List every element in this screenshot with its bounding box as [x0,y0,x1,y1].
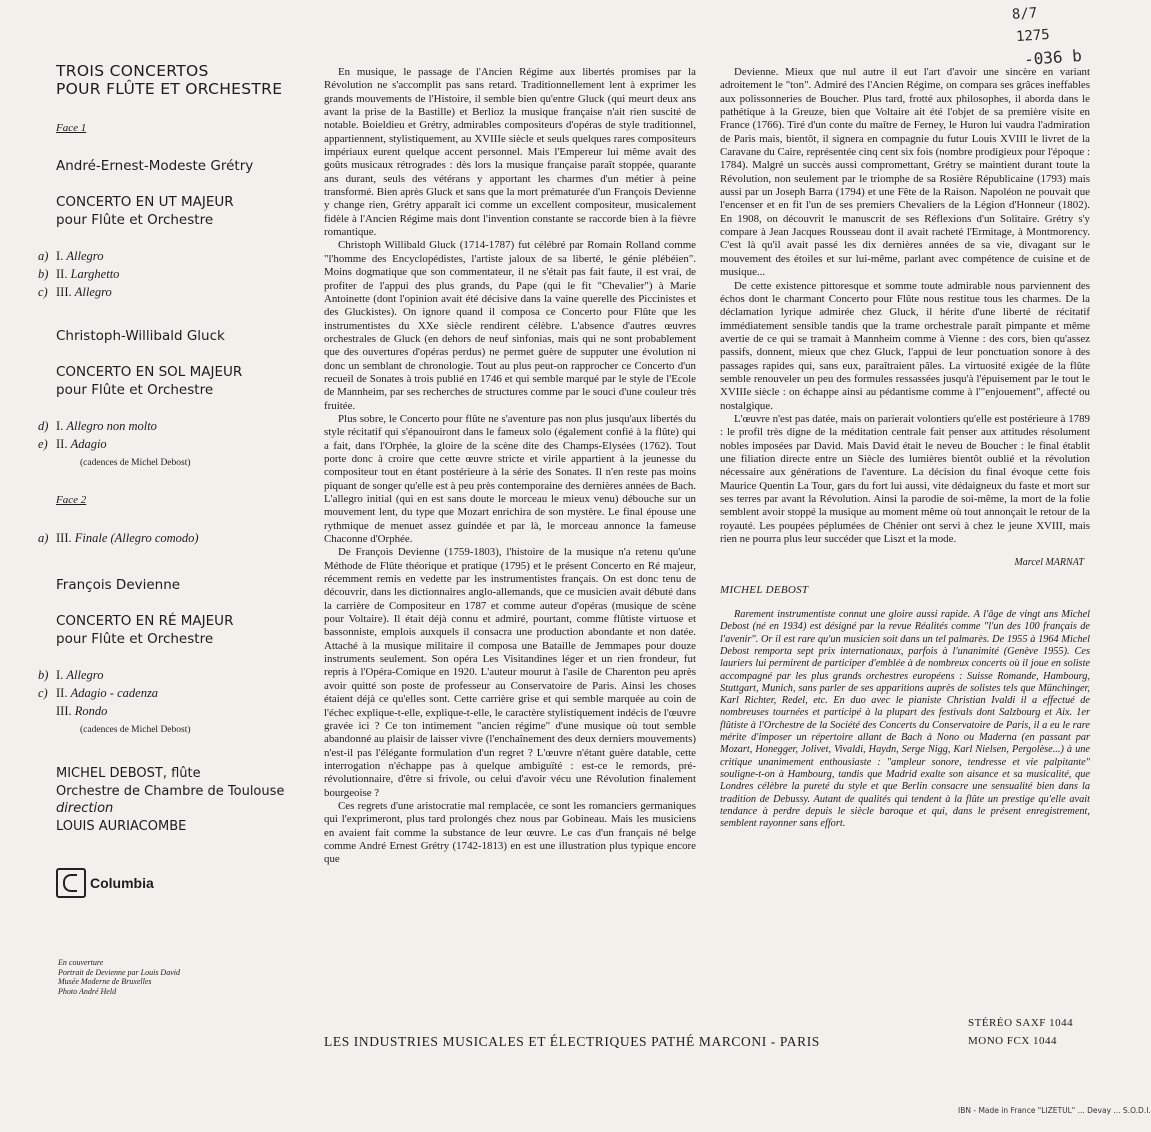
paragraph: L'œuvre n'est pas datée, mais on parierait volontiers qu'elle est postérieure à 1789 : le profil très digne de la méditation centrale fait penser aux attitudes résolument nobles imposées par David. Mais David était le neveu de Boucher : le final établit une filiation directe entre un Siècle des lumières bientôt oublié et la révolution nécessaire aux générations de l'aventure. La décision du final évoque cette fois Maurice Quentin La Tour, gars du fort lui aussi, vite dédaigneux du faste et mort sur ses terres par avant la Révolution. Ainsi la parodie de soi-même, la mort de la folie semblent avoir stoppé la musique au moment même où tout annonçait le retour de la royauté. Les poupées péplumées de Chénier ont servi à chez le jeune XVIII, mais rien ne pourra plus leur succéder que Liszt et la mode. [720,412,1090,546]
label-footer: LES INDUSTRIES MUSICALES ET ÉLECTRIQUES PATHÉ MARCONI - PARIS [324,1034,820,1049]
liner-notes-text [720,66,1090,830]
paragraph: Devienne. Mieux que nul autre il eut l'art d'avoir une sincère en variant adroitement le "ton". Admiré des l'Ancien Régime, on compara ses grâces ineffables aux polissonneries de Boucher. Plus tard, frotté aux philosophes, il aborda dans le pathétique à la Greuze, bien que Voltaire ait été l'objet de sa première visite en France (1766). Tiré d'un conte du maître de Ferney, le Huron lui vaudra l'admiration de Paris mais, bientôt, il signera en compagnie du futur Louis XVIII le livret de la Caravane du Caire, représentée cinq cent six fois (nombre prodigieux pour l'époque : 1784). Malgré un succès aussi compromettant, Grétry se maintient durant toute la Révolution, non seulement par le triomphe de sa Rosière Républicaine (1793) mais aussi par un Joseph Barra (1794) et une Fête de la Raison. Napoléon ne pouvait que l'encenser et en fit l'un de ses premiers Chevaliers de la Légion d'Honneur (1802). En 1908, on découvrit le manuscrit de ses Réflexions d'un Solitaire. Grétry s'y compare à Jean Jacques Rousseau dont il avait racheté l'Ermitage, à Montmorency. C'est là qu'il avait passé les dix dernières années de sa vie, divagant sur le mouvement des étoiles et sur lui-même, parlant avec compétence de cuisine et de musique... [720,66,1090,279]
handwritten-note-3: -036 b [1023,46,1083,69]
concerto-subtitle: pour Flûte et Orchestre [56,212,214,228]
concerto-subtitle: pour Flûte et Orchestre [56,631,214,647]
paragraph: En musique, le passage de l'Ancien Régime aux libertés promises par la Révolution ne s'accomplit pas sans retard. Traditionnellement lent à exprimer les grands mouvements de l'Histoire, il semble bien qu'entre Gluck (qui meurt deux ans avant la prise de la Bastille) et Berlioz la musique française n'ait rien suscité de notable. Boieldieu et Grétry, admirables compositeurs d'opéras de style traditionnel, appartiennent, stylistiquement, au XVIIIe siècle et seuls quelques rares compositeurs impériaux eurent quelque accent personnel. Mais l'Empereur lui même avait des goûts musicaux rétrogrades : dès lors la musique française paraît stoppée, quarante ans durant, seuls des vétérans y apportant les charmes d'un métier à peine transformé. Bien après Gluck et sans que la mort prématurée d'un François Devienne y change rien, Grétry apparaît ici comme un excellent compositeur, musicalement fidèle à l'Ancien Régime mais dont l'invention constante se raccorde bien à la fièvre romantique. [324,66,696,239]
cadence-note: (cadences de Michel Debost) [80,725,191,735]
concerto-title: CONCERTO EN RÉ MAJEUR [56,613,234,629]
concerto-ut-majeur [56,193,234,229]
stereo-catalog-number: STÉRÉO SAXF 1044 [968,1017,1074,1029]
concerto-subtitle: pour Flûte et Orchestre [56,382,214,398]
concerto-sol-majeur [56,363,242,399]
columbia-logo [56,868,154,898]
paragraph: Plus sobre, le Concerto pour flûte ne s'aventure pas non plus jusqu'aux libertés du style récitatif qui s'épanouiront dans le fameux solo (également confié à la flûte) qui a fait, dans l'Orphée, la gloire de la scène dite des Champs-Elysées (1762). Tout porte donc à croire que cette œuvre stricte et virile appartient à la jeunesse du compositeur tout en étant postérieure à la série des Sonates. Il n'en reste pas moins piquant de songer qu'elle est à peu près contemporaine des dernières années de Bach. L'allegro initial (qui en est sans doute le morceau le mieux venu) débouche sur un mouvement lent, du type que Mozart enrichira de son mystère. Le final épouse une rythmique de menuet assez guindée et par là, le morceau annonce la fameuse Chaconne d'Orphée. [324,412,696,546]
cadence-note: (cadences de Michel Debost) [80,458,191,468]
soloist-bio-heading: MICHEL DEBOST [720,583,809,596]
soloist: MICHEL DEBOST, flûte [56,766,201,781]
album-title [56,62,282,98]
title-line-1: TROIS CONCERTOS [56,62,209,80]
paragraph: De François Devienne (1759-1803), l'histoire de la musique n'a retenu qu'une Méthode de Flûte théorique et pratique (1795) et le présent Concerto en Ré majeur, récemment remis en vedette par les instrumentistes français. On est donc tenu de découvrir, dans les dictionnaires anglo-allemands, que ce musicien avait débuté dans la carrière de Compositeur en 1787 et comme auteur d'opéras (musique de scène pour Voltaire). Il était déjà connu et admiré, pourtant, comme flûtiste virtuose et bassonniste, emplois auxquels il consacra une production abondante et non datée. Attaché à la musique militaire il composa une Bataille de Jemmapes pour douze instruments seulement. Son opéra Les Visitandines léger et un rien frondeur, fut repris à l'Opéra-Comique en 1920. L'auteur mourut à l'asile de Charenton peu après avoir quitté son poste de professeur au Conservatoire de Paris. Ainsi les choses étaient déjà ce qu'elles sont. Cette carrière grise et qui semble marquée au coin de l'échec explique-t-elle, explique-t-elle, le caractère stylistiquement indécis de l'œuvre gravée ici ? Ce ton intimement "ancien régime" d'une musique où tout semble abandonné au plaisir de laisser vivre (l'enchaînement des deux derniers mouvements) n'est-il pas l'élégante formulation d'un regret ? L'œuvre n'étant guère datable, cette interrogation n'échappe pas à quelque ambiguïté : est-ce le remords, pré-révolutionnaire, d'être si frivole, ou celui d'avoir vécu une Révolution finalement bourgeoise ? [324,546,696,799]
mono-catalog-number: MONO FCX 1044 [968,1035,1058,1047]
conductor: LOUIS AURIACOMBE [56,818,187,834]
title-line-2: POUR FLÛTE ET ORCHESTRE [56,80,283,98]
concerto-re-majeur [56,612,233,648]
columbia-logo-icon [56,868,86,898]
face-2-label: Face 2 [56,494,87,506]
paragraph: De cette existence pittoresque et somme toute admirable nous parviennent des échos dont le charmant Concerto pour Flûte nous restitue tous les charmes. De la déclamation lyrique admirée chez Gluck, il hérite d'une liberté de récitatif immédiatement sensible tandis que la trame orchestrale paraît pimpante et même avertie de ce qui se tramait à Mannheim comme à Vienne : des cors, bien qu'assez passifs, donnent, mieux que chez Gluck, l'appui de leur ponctuation sonore à des passages rapides qui, sans eux, paraîtraient pâles. La virtuosité exigée de la flûte semble renouveler un peu des formules ressassées jusqu'à l'épuisement par le tout le XVIIIe siècle : on échappe ainsi au pédantisme comme à l'"enjouement", affecté ou nostalgique. [720,279,1090,412]
face-1-label: Face 1 [56,122,87,134]
composer-gluck: Christoph-Willibald Gluck [56,328,225,344]
cover-credits: En couverture Portrait de Devienne par Louis David Musée Moderne de Bruxelles Photo André Held [58,958,180,996]
made-in-france-note: IBN - Made in France "LIZETUL" ... Devay ... S.O.D.I. [958,1106,1151,1115]
performers-block [56,765,284,835]
handwritten-note-2: 1275 [1015,26,1051,46]
composer-devienne: François Devienne [56,577,181,593]
orchestra: Orchestre de Chambre de Toulouse [56,783,285,799]
paragraph: Ces regrets d'une aristocratie mal remplacée, ce sont les romanciers germaniques qui l'exprimeront, plus tard prolongés chez nous par Gobineau. Mais les musiciens en avaient fait comme la substance de leur œuvre. Le cas d'un français né belge comme André Ernest Grétry (1742-1813) en est une illustration plus typique encore que [324,799,696,866]
liner-notes-text [324,66,696,867]
columbia-logo-text: Columbia [90,875,154,891]
composer-gretry: André-Ernest-Modeste Grétry [56,158,254,174]
paragraph: Christoph Willibald Gluck (1714-1787) fut célébré par Romain Rolland comme "l'homme des Encyclopédistes, l'artiste jaloux de sa liberté, le génie plébéien". Moins dogmatique que son commentateur, il ne s'était pas fait faute, il est vrai, de profiter de l'appui des plus grands, du Pape (qui le fit "Chevalier") à Marie Antoinette (dont l'opinion avait été décisive dans la vaine querelle des Piccinistes et des Gluckistes). On ignore quand il composa ce Concerto pour Flûte que les instrumentistes du XXe siècle rendirent célèbre. L'absence d'autres œuvres orchestrales de Gluck (en dehors de neuf sinfonias, mais qui ne sont probablement que des ouvertures d'opéras perdus) ne permet guère de supputer une évolution ni donc un semblant de chronologie. Tout au plus peut-on rapprocher ce Concerto d'un recueil de Sonates à trois publié en 1746 et qui semble marqué par le style de l'Ecole de Mannheim, par ses recherches de structures comme par le souci d'une couleur très fruitée. [324,239,696,412]
soloist-bio: Rarement instrumentiste connut une gloire aussi rapide. A l'âge de vingt ans Michel Debost (né en 1934) est désigné par la revue Réalités comme "l'un des 100 français de l'avenir". Or il est rare qu'un musicien soit dans un tel palmarès. De 1955 à 1964 Michel Debost remporta sept prix internationaux, parfois à l'unanimité (Genève 1955). Ces lauriers lui permirent de participer d'emblée à de nombreux concerts où il joue en soliste accompagné par les plus grands orchestres européens : Suisse Romande, Hambourg, Stuttgart, Munich, sans parler de ses apparitions auprès de solistes tels que Münchinger, Karl Richter, Redel, etc. En duo avec le pianiste Christian Ivaldi il a effectué de nombreuses tournées et participé à la plupart des festivals dont Salzbourg et Aix. 1er flûtiste à l'Orchestre de la Société des Concerts du Conservatoire de Paris, il a eu le rare mérite d'imposer un répertoire allant de Bach à Nono ou Maderna (en passant par Mozart, Honegger, Jolivet, Vivaldi, Haydn, Serge Nigg, Karl Nielsen, Pergolèse...) à une critique unanimement enthousiaste : "ampleur sonore, tendresse et vie palpitante" souligne-t-on à Hambourg, tandis que Madrid exalte son aisance et sa musicalité, que Londres célèbre la pureté du style et que Berlin consacre une sensualité bien dans la tradition de Debussy. Autant de qualités qui tendent à la flûte un prestige qu'elle avait tendance à perdre depuis le siècle baroque et qui, dans le présent enregistrement, semblent rayonner sans effort. [720,609,1090,830]
concerto-title: CONCERTO EN SOL MAJEUR [56,364,243,380]
handwritten-note-1: 8/7 [1011,5,1038,23]
direction-label: direction [56,801,114,816]
author-signature: Marcel MARNAT [1014,557,1084,569]
concerto-title: CONCERTO EN UT MAJEUR [56,194,234,210]
